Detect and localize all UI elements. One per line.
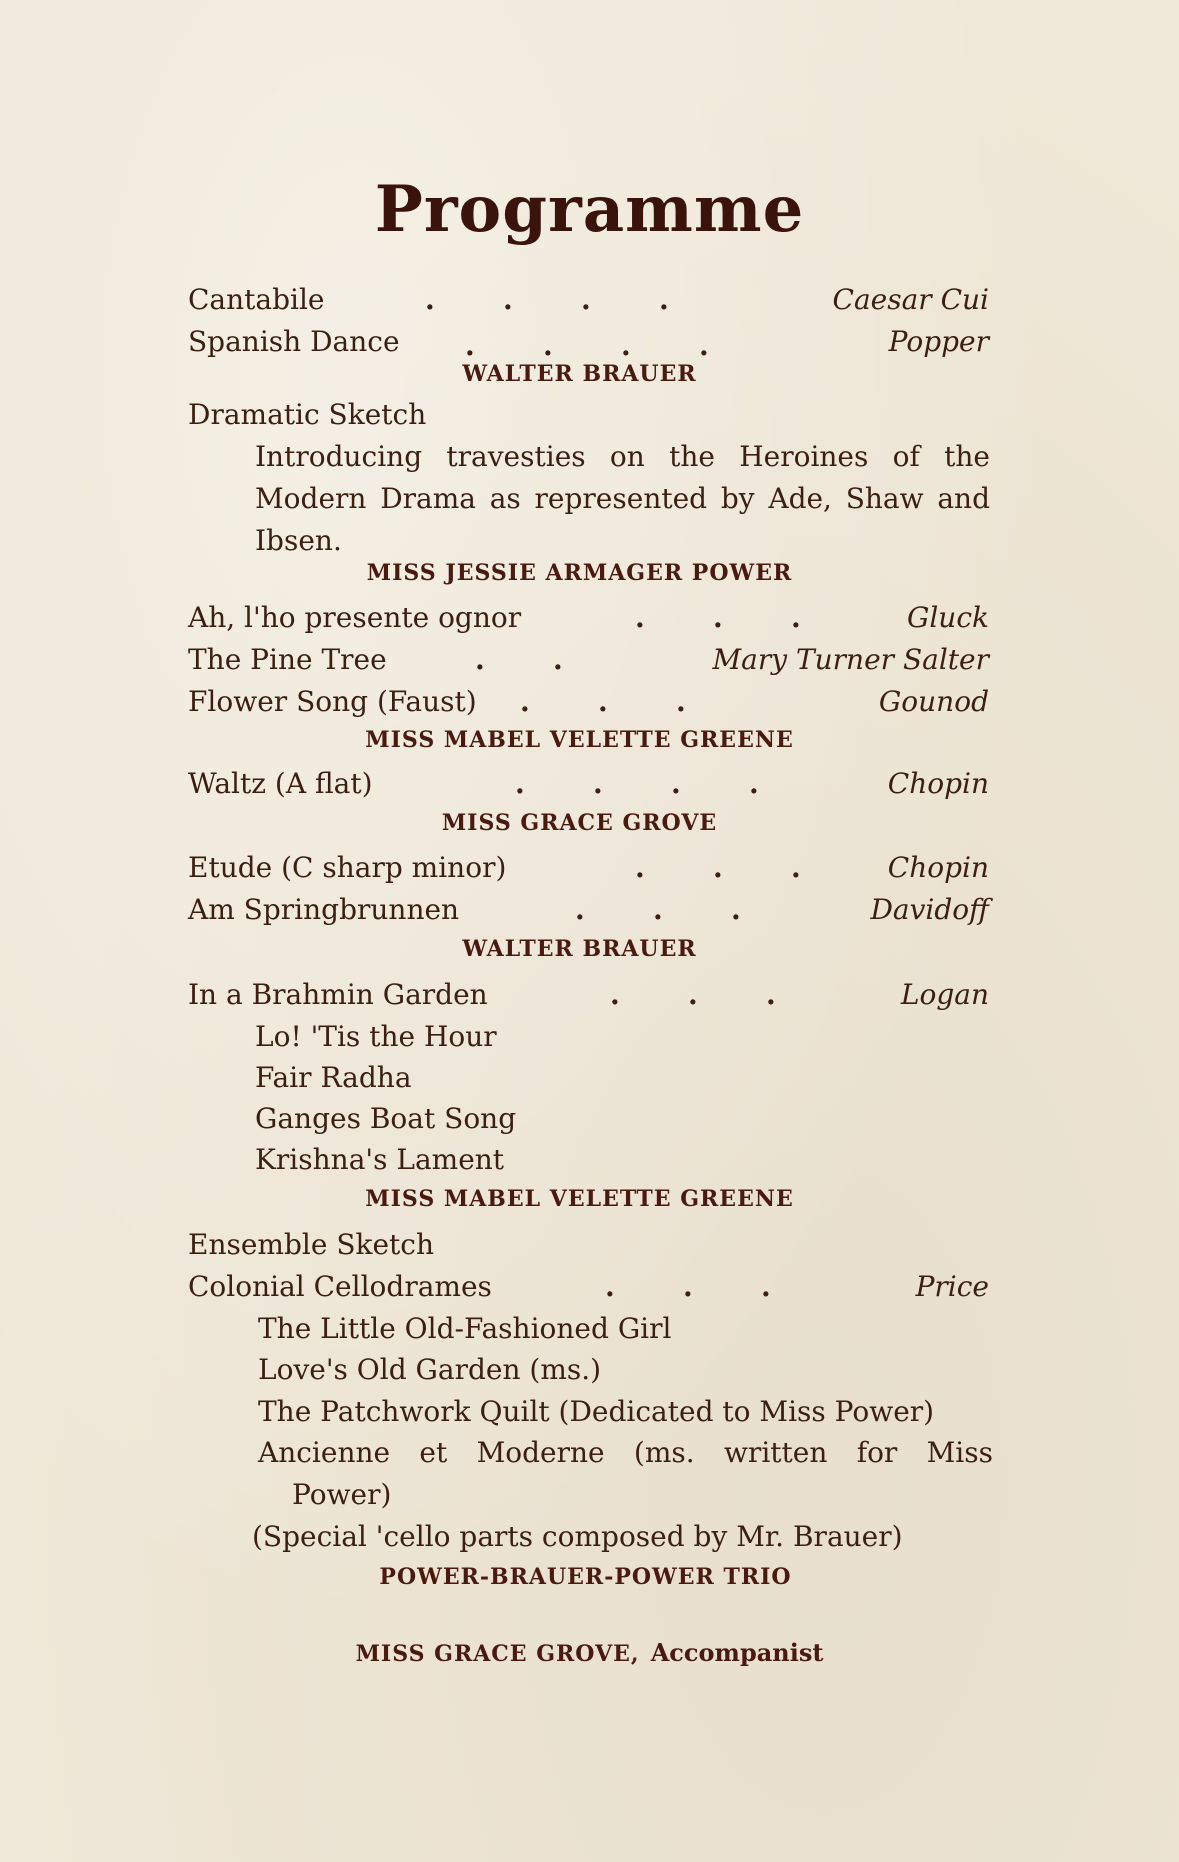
composer-name: Popper [888,325,989,358]
leader-dots: . . . [575,893,741,926]
leader-dots: . . . [610,978,776,1011]
section-heading: Ensemble Sketch [188,1228,434,1261]
leader-dots: . . [475,643,563,676]
piece-title: In a Brahmin Garden [188,978,488,1011]
composer-name: Gounod [878,685,989,718]
accompanist-line [0,1635,1179,1671]
sub-piece: Love's Old Garden (ms.) [258,1353,602,1386]
piece-title: Flower Song (Faust) [188,685,477,718]
accompanist-role: Accompanist [650,1638,824,1667]
leader-dots: . . . [635,601,801,634]
sub-piece: Krishna's Lament [255,1143,505,1176]
piece-title: Etude (C sharp minor) [188,851,507,884]
leader-dots: . . . [605,1270,771,1303]
performer-name: MISS GRACE GROVE [441,810,718,836]
piece-title: The Pine Tree [188,643,387,676]
piece-title: Ah, l'ho presente ognor [188,601,522,634]
piece-description: Introducing travesties on the Heroines of the Modern Drama as represented by Ade, Shaw and Ibsen. [255,440,990,557]
performer-name: MISS MABEL VELETTE GREENE [365,727,794,753]
piece-title: Waltz (A flat) [188,767,373,800]
leader-dots: . . . . [465,329,709,362]
leader-dots: . . . . [515,767,759,800]
sub-piece: Fair Radha [255,1061,412,1094]
leader-dots: . . . . [425,283,669,316]
composer-name: Davidoff [870,893,989,926]
composer-name: Mary Turner Salter [712,643,989,676]
composition-note: (Special 'cello parts composed by Mr. Brauer) [252,1520,903,1553]
piece-title: Spanish Dance [188,325,400,358]
piece-title: Am Springbrunnen [188,893,460,926]
composer-name: Chopin [887,767,989,800]
performer-name: POWER-BRAUER-POWER TRIO [379,1564,792,1590]
composer-name: Chopin [887,851,989,884]
piece-title: Colonial Cellodrames [188,1270,492,1303]
accompanist-name: MISS GRACE GROVE, [355,1641,640,1667]
sub-piece: The Patchwork Quilt (Dedicated to Miss Power) [258,1395,935,1428]
composer-name: Caesar Cui [832,283,989,316]
piece-title: Dramatic Sketch [188,398,427,431]
leader-dots: . . . [635,851,801,884]
leader-dots: . . . [520,685,686,718]
page-title: Programme [374,172,805,247]
sub-piece: Ganges Boat Song [255,1102,517,1135]
performer-name: WALTER BRAUER [462,361,697,387]
performer-name: MISS MABEL VELETTE GREENE [365,1186,794,1212]
composer-name: Price [915,1270,989,1303]
sub-piece-continued: Power) [292,1478,392,1511]
composer-name: Gluck [906,601,989,634]
sub-piece: Ancienne et Moderne (ms. written for Miss [258,1436,993,1469]
piece-title: Cantabile [188,283,325,316]
performer-name: WALTER BRAUER [462,936,697,962]
performer-name: MISS JESSIE ARMAGER POWER [366,560,793,586]
sub-piece: The Little Old-Fashioned Girl [258,1312,672,1345]
composer-name: Logan [900,978,989,1011]
sub-piece: Lo! 'Tis the Hour [255,1020,497,1053]
